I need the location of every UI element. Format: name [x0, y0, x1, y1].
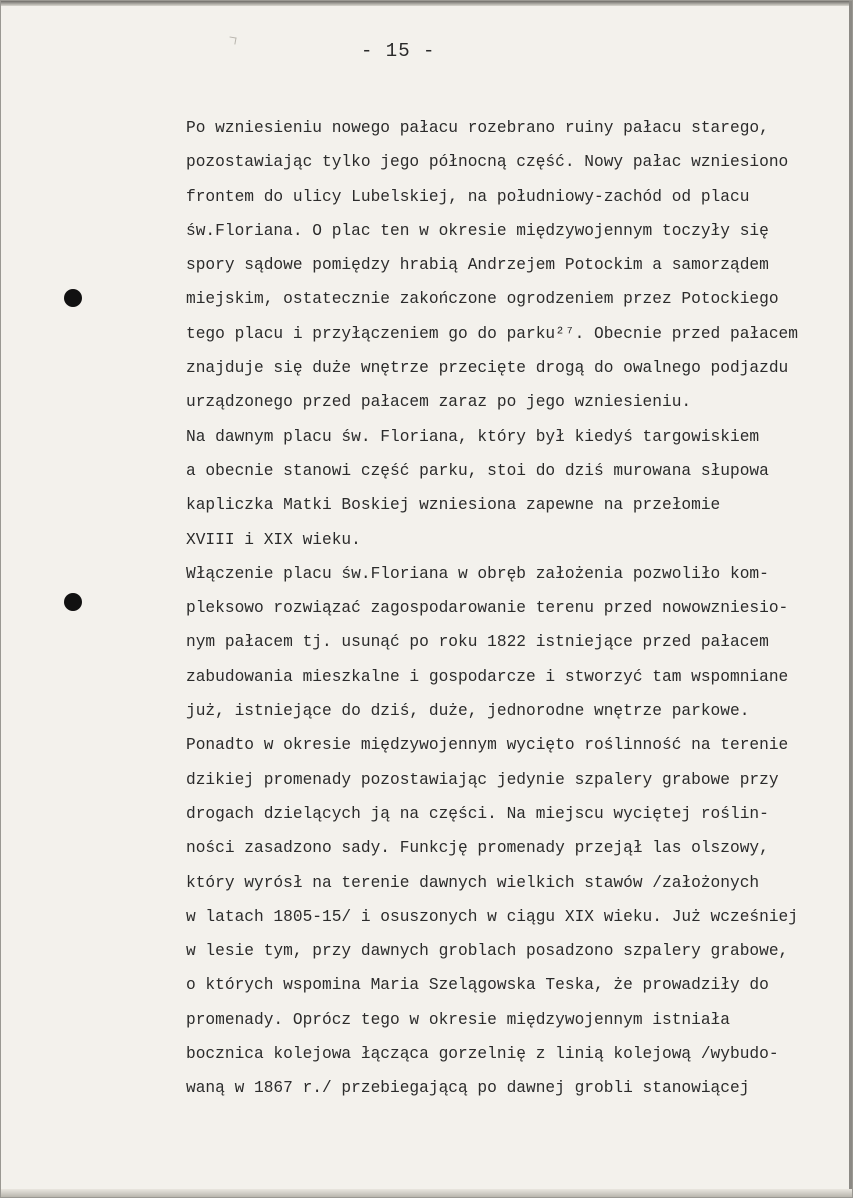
text-line: urządzonego przed pałacem zaraz po jego wzniesieniu. [186, 393, 692, 412]
text-line: o których wspomina Maria Szelągowska Teska, że prowadziły do [186, 976, 769, 995]
text-line: drogach dzielących ją na części. Na miejscu wyciętej roślin- [186, 804, 769, 823]
text-line: kapliczka Matki Boskiej wzniesiona zapewne na przełomie [186, 496, 721, 515]
scan-right-edge [849, 1, 852, 1197]
text-line: który wyrósł na terenie dawnych wielkich stawów /założonych [186, 873, 760, 892]
text-line: zabudowania mieszkalne i gospodarcze i stworzyć tam wspomniane [186, 667, 789, 686]
scan-bottom-edge [1, 1189, 852, 1197]
text-line: pozostawiając tylko jego północną część. Nowy pałac wzniesiono [186, 153, 789, 172]
text-line: Na dawnym placu św. Floriana, który był kiedyś targowiskiem [186, 427, 760, 446]
body-text [186, 111, 836, 1106]
text-line: znajduje się duże wnętrze przecięte drogą do owalnego podjazdu [186, 359, 789, 378]
text-line: św.Floriana. O plac ten w okresie międzywojennym toczyły się [186, 221, 769, 240]
text-line: pleksowo rozwiązać zagospodarowanie terenu przed nowowzniesio- [186, 599, 789, 618]
text-line: nym pałacem tj. usunąć po roku 1822 istniejące przed pałacem [186, 633, 769, 652]
text-line: Ponadto w okresie międzywojennym wycięto roślinność na terenie [186, 736, 789, 755]
punch-hole [64, 593, 82, 611]
page-number: - 15 - [361, 40, 436, 62]
text-line: XVIII i XIX wieku. [186, 530, 361, 549]
text-line: spory sądowe pomiędzy hrabią Andrzejem Potockim a samorządem [186, 256, 769, 275]
pencil-mark [228, 36, 236, 44]
text-line: frontem do ulicy Lubelskiej, na południowy-zachód od placu [186, 187, 750, 206]
text-line: już, istniejące do dziś, duże, jednorodne wnętrze parkowe. [186, 702, 750, 721]
text-line: w lesie tym, przy dawnych groblach posadzono szpalery grabowe, [186, 942, 789, 961]
text-line: promenady. Oprócz tego w okresie międzywojennym istniała [186, 1010, 730, 1029]
text-line: ności zasadzono sady. Funkcję promenady przejął las olszowy, [186, 839, 769, 858]
text-line: Po wzniesieniu nowego pałacu rozebrano ruiny pałacu starego, [186, 119, 769, 137]
text-line: Włączenie placu św.Floriana w obręb założenia pozwoliło kom- [186, 564, 769, 583]
text-line: waną w 1867 r./ przebiegającą po dawnej grobli stanowiącej [186, 1079, 750, 1098]
scan-top-edge [1, 1, 852, 6]
text-line: miejskim, ostatecznie zakończone ogrodzeniem przez Potockiego [186, 290, 779, 309]
text-line: w latach 1805-15/ i osuszonych w ciągu XIX wieku. Już wcześniej [186, 907, 798, 926]
text-line: a obecnie stanowi część parku, stoi do dziś murowana słupowa [186, 461, 769, 480]
text-line: bocznica kolejowa łącząca gorzelnię z linią kolejową /wybudo- [186, 1045, 779, 1064]
text-line: dzikiej promenady pozostawiając jedynie szpalery grabowe przy [186, 770, 779, 789]
punch-hole [64, 289, 82, 307]
text-line: tego placu i przyłączeniem go do parku²⁷. Obecnie przed pałacem [186, 324, 798, 343]
